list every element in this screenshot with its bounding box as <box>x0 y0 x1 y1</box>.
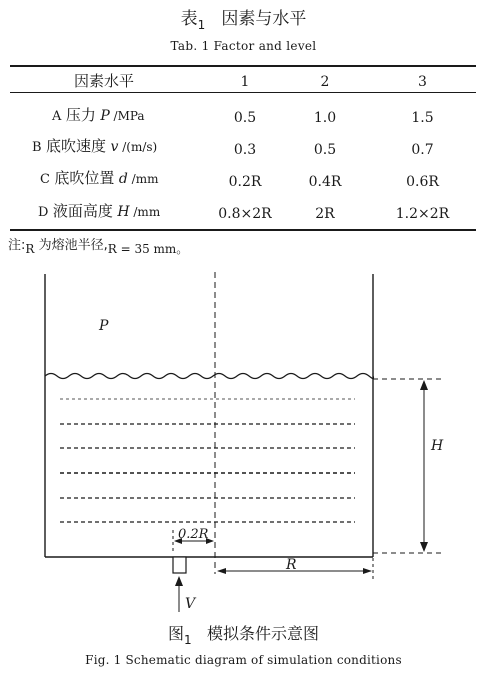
r-arrow-right <box>363 568 372 574</box>
table-title-number: 1 <box>197 18 206 32</box>
table-row-b-value-3: 0.7 <box>411 142 434 158</box>
figure-caption-text: 模拟条件示意图 <box>206 624 319 643</box>
radius-label: R <box>286 557 297 573</box>
table-row-d-value-3: 1.2×2R <box>395 206 450 222</box>
table-row-d-label: D 液面高度 H /mm <box>38 202 161 220</box>
table-title <box>0 4 487 32</box>
table-row-a-value-3: 1.5 <box>411 110 434 126</box>
schematic-diagram <box>0 262 487 620</box>
table-row-b-label: B 底吹速度 v /(m/s) <box>32 137 158 155</box>
table-row-d-value-2: 2R <box>315 206 335 222</box>
r-arrow-left <box>217 568 226 574</box>
table-bottom-rule <box>10 229 476 231</box>
table-row-a-value-1: 0.5 <box>233 110 257 126</box>
table-top-rule <box>10 65 476 67</box>
table-header-level-3: 3 <box>418 74 427 90</box>
figure-caption-en: Fig. 1 Schematic diagram of simulation conditions <box>85 653 402 667</box>
table-row-c-label: C 底吹位置 d /mm <box>40 169 159 187</box>
table-row-c-value-2: 0.4R <box>308 174 342 190</box>
figure-caption-number: 1 <box>184 633 192 647</box>
table-header-factor: 因素水平 <box>74 72 135 90</box>
bottom-nozzle <box>173 557 186 573</box>
table-caption-en: Tab. 1 Factor and level <box>170 39 317 53</box>
table-row-b-value-2: 0.5 <box>313 142 337 158</box>
table-header-level-2: 2 <box>320 74 330 90</box>
table-title-text: 因素与水平 <box>221 9 307 29</box>
table-row-a-label: A 压力 P /MPa <box>52 106 145 124</box>
velocity-label: V <box>185 596 196 612</box>
table-row-b-value-1: 0.3 <box>233 142 257 158</box>
table-row-d-value-1: 0.8×2R <box>218 206 272 222</box>
h-arrow-up <box>420 380 428 390</box>
pressure-label: P <box>99 318 109 334</box>
table-note: 注:R 为熔池半径,R = 35 mm。 <box>8 238 189 256</box>
table-title-prefix: 表 <box>180 9 198 29</box>
offset-label: 0.2R <box>178 527 209 542</box>
h-arrow-down <box>420 542 428 552</box>
table-header-rule <box>10 92 476 93</box>
table-header-level-1: 1 <box>240 74 250 90</box>
figure-caption-prefix: 图 <box>168 624 185 643</box>
table-row-c-value-1: 0.2R <box>228 174 262 190</box>
table-row-a-value-2: 1.0 <box>313 110 337 126</box>
table-row-c-value-3: 0.6R <box>406 174 439 190</box>
liquid-surface <box>45 374 374 379</box>
height-label: H <box>431 438 444 454</box>
inlet-arrow-head <box>175 576 183 586</box>
figure-caption <box>0 621 487 647</box>
